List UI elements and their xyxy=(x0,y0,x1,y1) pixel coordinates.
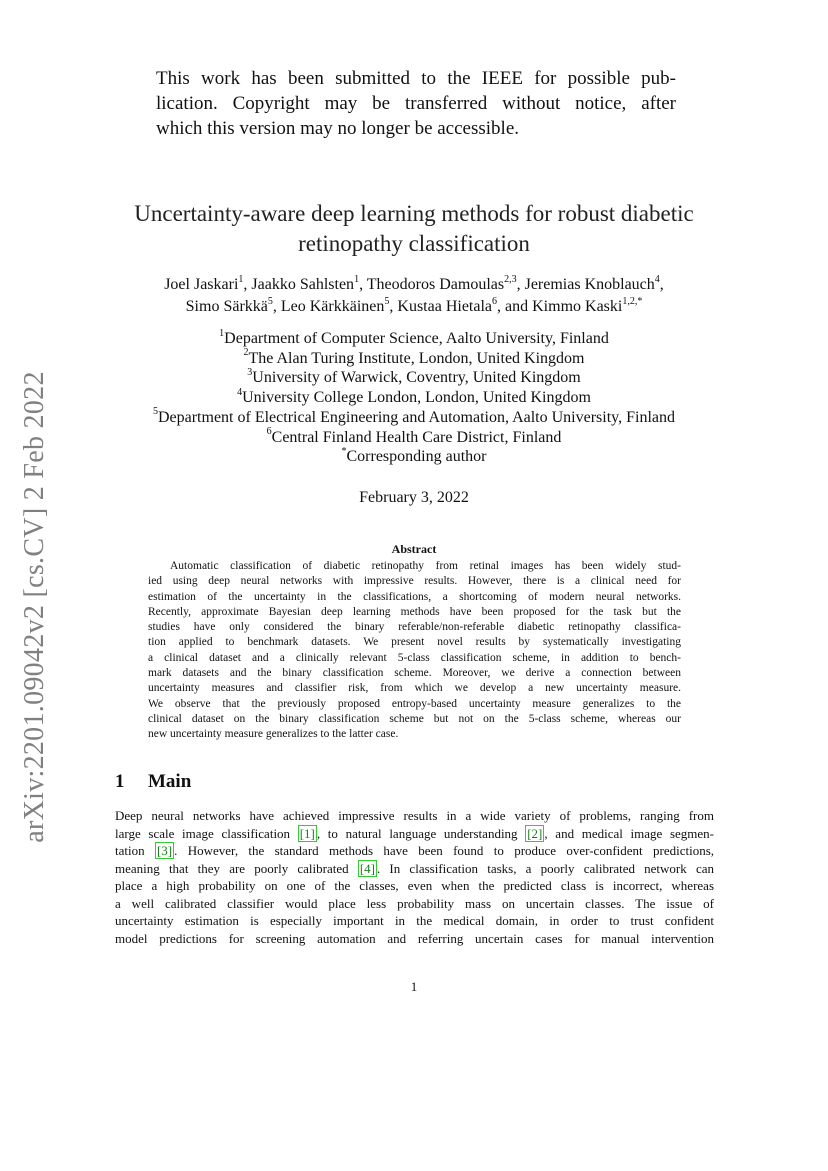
abstract-line: clinical dataset on the binary classification scheme but not on the 5-class scheme, whereas our xyxy=(148,712,681,725)
author-affil-mark: 5 xyxy=(267,295,273,307)
notice-line: lication. Copyright may be transferred without notice, after xyxy=(156,93,676,114)
affil-mark: 2 xyxy=(243,347,249,359)
body-line xyxy=(115,860,714,878)
body-text: meaning that they are poorly calibrated xyxy=(115,860,358,876)
publication-date: February 3, 2022 xyxy=(359,489,469,506)
body-line: place a high probability on one of the classes, even when the predicted class is incorrect, whereas xyxy=(115,878,714,893)
arxiv-identifier: arXiv:2201.09042v2 [cs.CV] 2 Feb 2022 xyxy=(19,371,50,843)
author-separator: , xyxy=(659,276,664,293)
affil-text: Department of Computer Science, Aalto University, Finland xyxy=(224,330,609,347)
body-line: uncertainty estimation is especially important in the medical domain, in order to trust confident xyxy=(115,913,714,928)
affil-text: The Alan Turing Institute, London, United Kingdom xyxy=(248,349,585,367)
abstract-line: Recently, approximate Bayesian deep learning methods have been proposed for the task but the xyxy=(148,605,681,618)
author-separator: , xyxy=(359,276,367,293)
body-text: . However, the standard methods have been found to produce over-confident predictions, xyxy=(174,843,714,858)
affiliation xyxy=(100,349,728,369)
section-number: 1 xyxy=(115,771,125,792)
affil-mark: 3 xyxy=(247,367,253,379)
arxiv-sidebar xyxy=(15,372,55,842)
section-title: Main xyxy=(148,771,192,792)
citation-link[interactable]: [3] xyxy=(156,843,173,858)
notice-line: which this version may no longer be accessible. xyxy=(156,118,520,139)
abstract-line: estimation of the uncertainty in the classifications, a shortcoming of modern neural networks. xyxy=(148,590,681,603)
abstract-line: new uncertainty measure generalizes to the latter case. xyxy=(148,728,399,741)
author-line xyxy=(100,274,728,296)
body-text: , to natural language understanding xyxy=(316,825,526,841)
author-affil-mark: 1,2,* xyxy=(622,295,643,307)
body-paragraph xyxy=(115,807,714,947)
author-name: Simo Särkkä xyxy=(185,298,268,315)
affil-mark: 1 xyxy=(219,327,225,339)
body-line xyxy=(115,842,714,860)
author-separator: , xyxy=(389,298,398,315)
affiliation xyxy=(100,428,728,448)
affil-mark: 4 xyxy=(237,386,243,398)
author-affil-mark: 4 xyxy=(654,273,660,285)
ieee-notice xyxy=(156,66,676,141)
body-text: tation xyxy=(115,843,155,858)
abstract-line: uncertainty measures and classifier risk, from which we develop a new uncertainty measure. xyxy=(148,682,681,695)
author-name: Leo Kärkkäinen xyxy=(280,298,385,315)
author-separator: , and xyxy=(497,298,533,315)
author-affil-mark: 6 xyxy=(492,295,498,307)
abstract-line: tion applied to benchmark datasets. We present novel results by systematically investigating xyxy=(148,636,681,649)
section-heading xyxy=(115,771,191,793)
affil-text: Department of Electrical Engineering and Automation, Aalto University, Finland xyxy=(157,408,676,426)
body-line xyxy=(115,825,714,843)
author-separator: , xyxy=(516,276,525,293)
abstract-heading: Abstract xyxy=(391,542,437,556)
notice-line: This work has been submitted to the IEEE for possible pub- xyxy=(156,68,676,89)
author-name: Theodoros Damoulas xyxy=(366,276,505,293)
author-affil-mark: 2,3 xyxy=(504,273,517,285)
affil-text: University of Warwick, Coventry, United Kingdom xyxy=(252,369,581,387)
author-name: Jeremias Knoblauch xyxy=(524,276,655,293)
affiliation-list xyxy=(100,329,728,467)
author-name: Jaakko Sahlsten xyxy=(251,276,355,293)
affil-mark: * xyxy=(341,445,347,457)
abstract-line: ied using deep neural networks with impressive results. However, there is a clinical need for xyxy=(148,575,681,588)
affil-text: Central Finland Health Care District, Finland xyxy=(271,428,562,446)
author-name: Kustaa Hietala xyxy=(397,298,493,315)
paper-title xyxy=(100,199,728,259)
author-separator: , xyxy=(272,298,281,315)
citation-link[interactable]: [2] xyxy=(527,825,543,841)
abstract-body xyxy=(148,559,681,743)
body-line: model predictions for screening automation and referring uncertain cases for manual intervention xyxy=(115,930,714,946)
author-line xyxy=(100,296,728,318)
title-line: Uncertainty-aware deep learning methods for robust diabetic xyxy=(134,201,694,226)
body-text: . In classification tasks, a poorly calibrated network can xyxy=(376,860,714,876)
author-name: Joel Jaskari xyxy=(164,276,239,293)
affiliation xyxy=(100,408,728,428)
body-text: , and medical image segmen- xyxy=(544,825,714,841)
author-affil-mark: 1 xyxy=(354,273,360,285)
affil-mark: 5 xyxy=(152,406,158,418)
abstract-line: Automatic classification of diabetic retinopathy from retinal images has been widely stud- xyxy=(170,560,681,572)
author-affil-mark: 1 xyxy=(238,273,244,285)
affil-text: University College London, London, United Kingdom xyxy=(242,389,591,407)
citation-link[interactable]: [4] xyxy=(359,860,375,876)
affiliation xyxy=(100,329,728,349)
affil-text: Corresponding author xyxy=(346,448,487,466)
body-line: a well calibrated classifier would place less probability mass on uncertain classes. The issue of xyxy=(115,895,714,911)
body-line: Deep neural networks have achieved impressive results in a wide variety of problems, ranging from xyxy=(115,808,714,823)
abstract-line: a clinical dataset and a clinically relevant 5-class classification scheme, in addition to bench- xyxy=(148,651,681,664)
abstract-line: mark datasets and the binary classification scheme. Moreover, we derive a connection between xyxy=(148,667,681,680)
affil-mark: 6 xyxy=(266,426,272,438)
author-affil-mark: 5 xyxy=(384,295,390,307)
author-name: Kimmo Kaski xyxy=(532,298,623,315)
affiliation xyxy=(100,447,728,467)
author-list xyxy=(100,274,728,318)
page-number: 1 xyxy=(410,979,418,994)
affiliation xyxy=(100,388,728,408)
body-text: large scale image classification xyxy=(115,825,298,841)
title-line: retinopathy classification xyxy=(298,231,530,256)
affiliation xyxy=(100,368,728,388)
abstract-line: studies have only considered the binary referable/non-referable diabetic retinopathy classifica- xyxy=(148,621,681,634)
abstract-line: We observe that the previously proposed entropy-based uncertainty measure generalizes to the xyxy=(148,697,681,710)
citation-link[interactable]: [1] xyxy=(299,825,315,841)
author-separator: , xyxy=(243,276,252,293)
